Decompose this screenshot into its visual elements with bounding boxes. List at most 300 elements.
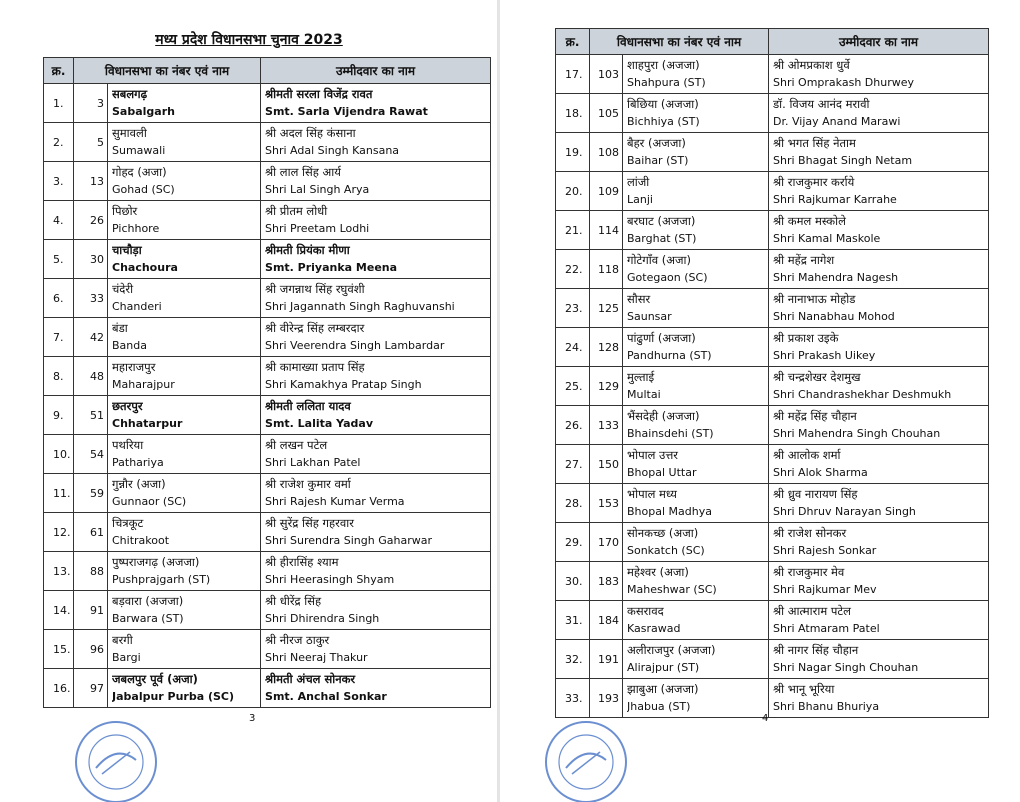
serial-number: 26. (556, 406, 590, 445)
candidates-table-left (43, 57, 491, 708)
table-row (44, 669, 491, 708)
table-row (44, 357, 491, 396)
constituency-cell (108, 396, 261, 435)
constituency-cell (623, 172, 769, 211)
candidate-cell (261, 630, 491, 669)
candidate-name-english: Smt. Anchal Sonkar (265, 690, 387, 703)
constituency-cell (108, 201, 261, 240)
candidate-name-hindi: श्री महेंद्र सिंह चौहान (773, 409, 857, 423)
candidate-cell (769, 211, 989, 250)
table-row (556, 133, 989, 172)
candidate-cell (769, 484, 989, 523)
constituency-name-english: Sumawali (112, 144, 166, 157)
constituency-number: 48 (74, 357, 108, 396)
candidate-name-english: Shri Neeraj Thakur (265, 651, 368, 664)
candidate-name-english: Shri Rajkumar Mev (773, 583, 877, 596)
candidate-cell (261, 435, 491, 474)
page-number: 3 (249, 713, 256, 724)
candidate-name-hindi: श्री भगत सिंह नेताम (773, 136, 856, 150)
candidate-name-hindi: श्री प्रीतम लोधी (265, 204, 328, 218)
candidate-name-hindi: श्री नानाभाऊ मोहोड (773, 292, 856, 306)
table-row (556, 367, 989, 406)
constituency-cell (623, 601, 769, 640)
table-row (556, 484, 989, 523)
candidate-name-english: Shri Nanabhau Mohod (773, 310, 895, 323)
header-serial: क्र. (556, 29, 590, 55)
constituency-name-hindi: गोहद (अजा) (112, 165, 167, 179)
constituency-name-hindi: भैंसदेही (अजजा) (627, 409, 700, 423)
constituency-name-hindi: बंडा (112, 321, 128, 335)
constituency-name-english: Sonkatch (SC) (627, 544, 705, 557)
serial-number: 9. (44, 396, 74, 435)
constituency-name-english: Chhatarpur (112, 417, 183, 430)
candidate-cell (261, 84, 491, 123)
constituency-name-hindi: पथरिया (112, 438, 144, 452)
constituency-name-hindi: चित्रकूट (112, 516, 144, 530)
candidate-name-hindi: श्री आत्माराम पटेल (773, 604, 851, 618)
candidate-name-hindi: श्री लाल सिंह आर्य (265, 165, 341, 179)
candidate-cell (769, 562, 989, 601)
candidate-name-hindi: श्री अदल सिंह कंसाना (265, 126, 356, 140)
candidate-cell (261, 552, 491, 591)
constituency-number: 108 (590, 133, 623, 172)
constituency-name-english: Pandhurna (ST) (627, 349, 712, 362)
candidate-cell (261, 318, 491, 357)
serial-number: 25. (556, 367, 590, 406)
table-row (556, 562, 989, 601)
candidate-name-english: Shri Heerasingh Shyam (265, 573, 395, 586)
candidate-name-english: Shri Dhruv Narayan Singh (773, 505, 916, 518)
constituency-name-english: Pichhore (112, 222, 160, 235)
candidate-name-hindi: श्री हीरासिंह श्याम (265, 555, 339, 569)
candidate-name-english: Dr. Vijay Anand Marawi (773, 115, 901, 128)
serial-number: 16. (44, 669, 74, 708)
constituency-number: 193 (590, 679, 623, 718)
header-constituency: विधानसभा का नंबर एवं नाम (74, 58, 261, 84)
candidate-name-hindi: श्री कामाख्या प्रताप सिंह (265, 360, 365, 374)
constituency-number: 33 (74, 279, 108, 318)
constituency-name-english: Pushprajgarh (ST) (112, 573, 211, 586)
constituency-name-english: Jhabua (ST) (627, 700, 691, 713)
candidate-name-english: Shri Kamal Maskole (773, 232, 881, 245)
constituency-cell (623, 445, 769, 484)
serial-number: 33. (556, 679, 590, 718)
candidate-name-english: Shri Veerendra Singh Lambardar (265, 339, 445, 352)
candidate-name-english: Shri Dhirendra Singh (265, 612, 380, 625)
page-number: 4 (762, 713, 769, 724)
constituency-name-english: Baihar (ST) (627, 154, 689, 167)
serial-number: 31. (556, 601, 590, 640)
serial-number: 10. (44, 435, 74, 474)
constituency-name-english: Gotegaon (SC) (627, 271, 708, 284)
constituency-number: 118 (590, 250, 623, 289)
candidate-cell (261, 357, 491, 396)
candidate-cell (769, 289, 989, 328)
candidate-name-hindi: श्री धीरेंद्र सिंह (265, 594, 322, 608)
serial-number: 28. (556, 484, 590, 523)
candidate-cell (261, 162, 491, 201)
constituency-cell (108, 669, 261, 708)
table-row (556, 211, 989, 250)
candidate-name-english: Shri Rajesh Kumar Verma (265, 495, 405, 508)
candidate-name-english: Shri Rajesh Sonkar (773, 544, 877, 557)
candidate-cell (769, 328, 989, 367)
candidate-name-hindi: श्री नागर सिंह चौहान (773, 643, 859, 657)
table-row (556, 94, 989, 133)
constituency-name-hindi: गुन्नौर (अजा) (112, 477, 166, 491)
candidate-cell (769, 679, 989, 718)
constituency-name-english: Alirajpur (ST) (627, 661, 700, 674)
candidate-name-english: Shri Nagar Singh Chouhan (773, 661, 919, 674)
table-row (44, 123, 491, 162)
party-seal-stamp (542, 718, 630, 802)
serial-number: 2. (44, 123, 74, 162)
table-row (44, 279, 491, 318)
constituency-name-hindi: भोपाल उत्तर (627, 448, 678, 462)
page-title: मध्य प्रदेश विधानसभा चुनाव 2023 (155, 32, 343, 48)
table-row (44, 162, 491, 201)
constituency-cell (623, 562, 769, 601)
serial-number: 20. (556, 172, 590, 211)
candidate-cell (261, 123, 491, 162)
table-row (556, 523, 989, 562)
candidate-cell (769, 172, 989, 211)
constituency-name-hindi: बरगी (112, 633, 133, 647)
constituency-name-english: Gunnaor (SC) (112, 495, 187, 508)
constituency-name-english: Bargi (112, 651, 141, 664)
candidate-name-english: Smt. Sarla Vijendra Rawat (265, 105, 428, 118)
constituency-cell (108, 474, 261, 513)
serial-number: 4. (44, 201, 74, 240)
constituency-name-hindi: सुमावली (112, 126, 147, 140)
constituency-name-hindi: सबलगढ़ (112, 87, 148, 101)
table-row (44, 513, 491, 552)
constituency-name-english: Multai (627, 388, 661, 401)
candidate-cell (769, 406, 989, 445)
candidate-cell (769, 250, 989, 289)
serial-number: 7. (44, 318, 74, 357)
candidate-name-english: Shri Lal Singh Arya (265, 183, 370, 196)
constituency-name-english: Bichhiya (ST) (627, 115, 700, 128)
left-page (0, 0, 498, 802)
serial-number: 27. (556, 445, 590, 484)
table-row (44, 435, 491, 474)
table-row (44, 84, 491, 123)
candidate-name-english: Shri Chandrashekhar Deshmukh (773, 388, 952, 401)
constituency-name-english: Kasrawad (627, 622, 681, 635)
constituency-name-hindi: महेश्वर (अजा) (627, 565, 689, 579)
candidate-name-hindi: श्रीमती प्रियंका मीणा (265, 243, 350, 257)
serial-number: 11. (44, 474, 74, 513)
constituency-name-hindi: पुष्पराजगढ़ (अजजा) (112, 555, 200, 569)
candidate-cell (769, 94, 989, 133)
candidate-name-english: Shri Mahendra Nagesh (773, 271, 899, 284)
table-row (556, 445, 989, 484)
constituency-cell (623, 484, 769, 523)
constituency-cell (623, 133, 769, 172)
candidate-name-hindi: श्री राजेश सोनकर (773, 526, 847, 540)
candidate-name-english: Shri Rajkumar Karrahe (773, 193, 897, 206)
constituency-name-hindi: मुल्ताई (627, 370, 655, 384)
constituency-number: 170 (590, 523, 623, 562)
constituency-name-english: Jabalpur Purba (SC) (112, 690, 235, 703)
constituency-cell (623, 94, 769, 133)
constituency-cell (623, 367, 769, 406)
constituency-name-english: Lanji (627, 193, 653, 206)
table-row (44, 591, 491, 630)
header-candidate: उम्मीदवार का नाम (261, 58, 491, 84)
constituency-name-hindi: गोटेगॉंव (अजा) (627, 253, 692, 267)
table-row (556, 55, 989, 94)
constituency-cell (623, 211, 769, 250)
serial-number: 13. (44, 552, 74, 591)
constituency-cell (108, 630, 261, 669)
candidate-name-hindi: डॉ. विजय आनंद मरावी (773, 97, 870, 111)
header-serial: क्र. (44, 58, 74, 84)
constituency-name-english: Shahpura (ST) (627, 76, 706, 89)
constituency-number: 61 (74, 513, 108, 552)
constituency-name-hindi: जबलपुर पूर्व (अजा) (112, 672, 198, 686)
constituency-number: 105 (590, 94, 623, 133)
serial-number: 6. (44, 279, 74, 318)
table-row (556, 172, 989, 211)
serial-number: 17. (556, 55, 590, 94)
candidate-name-hindi: श्री चन्द्रशेखर देशमुख (773, 370, 861, 384)
constituency-name-hindi: पांढुर्णा (अजजा) (627, 331, 696, 345)
serial-number: 32. (556, 640, 590, 679)
constituency-cell (623, 640, 769, 679)
constituency-name-hindi: चंदेरी (112, 282, 134, 296)
table-row (44, 474, 491, 513)
candidate-cell (261, 279, 491, 318)
candidate-cell (261, 240, 491, 279)
constituency-cell (623, 55, 769, 94)
constituency-name-hindi: सौसर (627, 292, 651, 306)
constituency-cell (623, 289, 769, 328)
candidate-name-hindi: श्रीमती अंचल सोनकर (265, 672, 356, 686)
constituency-name-english: Banda (112, 339, 147, 352)
constituency-cell (108, 591, 261, 630)
constituency-number: 128 (590, 328, 623, 367)
constituency-cell (108, 357, 261, 396)
constituency-number: 54 (74, 435, 108, 474)
header-constituency: विधानसभा का नंबर एवं नाम (590, 29, 769, 55)
candidate-cell (769, 523, 989, 562)
serial-number: 18. (556, 94, 590, 133)
table-row (556, 328, 989, 367)
candidate-name-english: Shri Prakash Uikey (773, 349, 876, 362)
candidate-name-english: Shri Preetam Lodhi (265, 222, 370, 235)
constituency-number: 150 (590, 445, 623, 484)
constituency-cell (108, 84, 261, 123)
candidate-name-english: Shri Mahendra Singh Chouhan (773, 427, 941, 440)
candidate-cell (261, 513, 491, 552)
table-header-row (44, 58, 491, 84)
constituency-name-hindi: बरघाट (अजजा) (627, 214, 696, 228)
candidate-name-english: Smt. Lalita Yadav (265, 417, 373, 430)
constituency-name-english: Saunsar (627, 310, 672, 323)
table-row (556, 679, 989, 718)
constituency-cell (623, 523, 769, 562)
table-row (44, 201, 491, 240)
serial-number: 12. (44, 513, 74, 552)
constituency-number: 59 (74, 474, 108, 513)
candidate-name-hindi: श्रीमती ललिता यादव (265, 399, 351, 413)
candidate-cell (261, 396, 491, 435)
candidate-name-hindi: श्री ध्रुव नारायण सिंह (773, 487, 858, 501)
constituency-name-english: Pathariya (112, 456, 164, 469)
candidate-name-hindi: श्री महेंद्र नागेश (773, 253, 835, 267)
candidate-name-hindi: श्रीमती सरला विजेंद्र रावत (265, 87, 373, 101)
serial-number: 22. (556, 250, 590, 289)
constituency-number: 103 (590, 55, 623, 94)
candidate-name-hindi: श्री कमल मस्कोले (773, 214, 846, 228)
table-row (44, 240, 491, 279)
serial-number: 5. (44, 240, 74, 279)
constituency-name-english: Sabalgarh (112, 105, 175, 118)
constituency-number: 5 (74, 123, 108, 162)
candidate-name-english: Shri Lakhan Patel (265, 456, 361, 469)
constituency-cell (623, 250, 769, 289)
candidate-cell (261, 669, 491, 708)
constituency-number: 125 (590, 289, 623, 328)
constituency-number: 97 (74, 669, 108, 708)
candidate-name-hindi: श्री सुरेंद्र सिंह गहरवार (265, 516, 354, 530)
constituency-cell (623, 679, 769, 718)
candidate-name-hindi: श्री नीरज ठाकुर (265, 633, 330, 647)
table-row (556, 406, 989, 445)
constituency-number: 129 (590, 367, 623, 406)
constituency-cell (108, 513, 261, 552)
candidate-name-english: Shri Jagannath Singh Raghuvanshi (265, 300, 455, 313)
serial-number: 23. (556, 289, 590, 328)
constituency-cell (108, 318, 261, 357)
constituency-name-english: Chanderi (112, 300, 162, 313)
constituency-name-english: Gohad (SC) (112, 183, 175, 196)
candidate-name-english: Shri Atmaram Patel (773, 622, 880, 635)
candidate-cell (769, 367, 989, 406)
right-page (500, 0, 1020, 802)
candidate-name-english: Smt. Priyanka Meena (265, 261, 398, 274)
constituency-name-hindi: बैहर (अजजा) (627, 136, 686, 150)
constituency-cell (108, 240, 261, 279)
candidate-name-hindi: श्री प्रकाश उइके (773, 331, 839, 345)
header-candidate: उम्मीदवार का नाम (769, 29, 989, 55)
constituency-name-hindi: लांजी (627, 175, 650, 189)
candidate-name-english: Shri Bhagat Singh Netam (773, 154, 913, 167)
serial-number: 14. (44, 591, 74, 630)
constituency-cell (108, 123, 261, 162)
table-row (556, 601, 989, 640)
table-row (44, 552, 491, 591)
table-row (44, 630, 491, 669)
candidates-table-right (555, 28, 989, 718)
table-row (556, 289, 989, 328)
constituency-number: 109 (590, 172, 623, 211)
serial-number: 1. (44, 84, 74, 123)
candidate-cell (769, 55, 989, 94)
constituency-name-english: Maheshwar (SC) (627, 583, 717, 596)
constituency-name-english: Chachoura (112, 261, 178, 274)
candidate-name-english: Shri Adal Singh Kansana (265, 144, 400, 157)
constituency-name-hindi: बड़वारा (अजजा) (112, 594, 184, 608)
serial-number: 29. (556, 523, 590, 562)
constituency-name-hindi: पिछोर (112, 204, 138, 218)
constituency-name-english: Barghat (ST) (627, 232, 697, 245)
constituency-name-english: Barwara (ST) (112, 612, 184, 625)
serial-number: 21. (556, 211, 590, 250)
constituency-name-hindi: अलीराजपुर (अजजा) (627, 643, 716, 657)
constituency-cell (108, 552, 261, 591)
constituency-name-hindi: भोपाल मध्य (627, 487, 677, 501)
constituency-number: 184 (590, 601, 623, 640)
serial-number: 3. (44, 162, 74, 201)
constituency-name-english: Bhopal Madhya (627, 505, 712, 518)
constituency-name-hindi: शाहपुरा (अजजा) (627, 58, 700, 72)
constituency-name-hindi: छतरपुर (112, 399, 143, 413)
constituency-name-hindi: झाबुआ (अजजा) (627, 682, 699, 696)
serial-number: 19. (556, 133, 590, 172)
table-header-row (556, 29, 989, 55)
serial-number: 24. (556, 328, 590, 367)
constituency-number: 42 (74, 318, 108, 357)
candidate-name-hindi: श्री राजेश कुमार वर्मा (265, 477, 351, 491)
candidate-name-hindi: श्री लखन पटेल (265, 438, 328, 452)
constituency-number: 91 (74, 591, 108, 630)
constituency-cell (623, 328, 769, 367)
candidate-name-hindi: श्री राजकुमार कर्राये (773, 175, 855, 189)
candidate-cell (261, 474, 491, 513)
constituency-cell (623, 406, 769, 445)
constituency-number: 13 (74, 162, 108, 201)
candidate-name-hindi: श्री भानू भूरिया (773, 682, 835, 696)
candidate-name-hindi: श्री राजकुमार मेव (773, 565, 845, 579)
table-row (556, 250, 989, 289)
constituency-name-hindi: चाचौड़ा (112, 243, 142, 257)
constituency-number: 183 (590, 562, 623, 601)
candidate-cell (261, 201, 491, 240)
constituency-name-hindi: कसरावद (627, 604, 664, 618)
table-row (44, 396, 491, 435)
constituency-name-english: Chitrakoot (112, 534, 170, 547)
constituency-name-english: Bhopal Uttar (627, 466, 697, 479)
candidate-name-english: Shri Surendra Singh Gaharwar (265, 534, 432, 547)
constituency-name-hindi: बिछिया (अजजा) (627, 97, 699, 111)
candidate-name-english: Shri Omprakash Dhurwey (773, 76, 914, 89)
candidate-name-hindi: श्री आलोक शर्मा (773, 448, 841, 462)
constituency-name-hindi: महाराजपुर (112, 360, 156, 374)
candidate-name-hindi: श्री वीरेन्द्र सिंह लम्बरदार (265, 321, 365, 335)
constituency-number: 96 (74, 630, 108, 669)
candidate-name-hindi: श्री ओमप्रकाश धुर्वे (773, 58, 850, 72)
candidate-cell (769, 640, 989, 679)
candidate-name-english: Shri Bhanu Bhuriya (773, 700, 880, 713)
candidate-cell (769, 445, 989, 484)
party-seal-stamp (72, 718, 160, 802)
constituency-name-english: Maharajpur (112, 378, 175, 391)
constituency-number: 26 (74, 201, 108, 240)
constituency-number: 114 (590, 211, 623, 250)
constituency-name-hindi: सोनकच्छ (अजा) (627, 526, 699, 540)
candidate-name-english: Shri Alok Sharma (773, 466, 868, 479)
constituency-name-english: Bhainsdehi (ST) (627, 427, 714, 440)
serial-number: 15. (44, 630, 74, 669)
serial-number: 8. (44, 357, 74, 396)
serial-number: 30. (556, 562, 590, 601)
constituency-cell (108, 279, 261, 318)
constituency-number: 191 (590, 640, 623, 679)
table-row (44, 318, 491, 357)
